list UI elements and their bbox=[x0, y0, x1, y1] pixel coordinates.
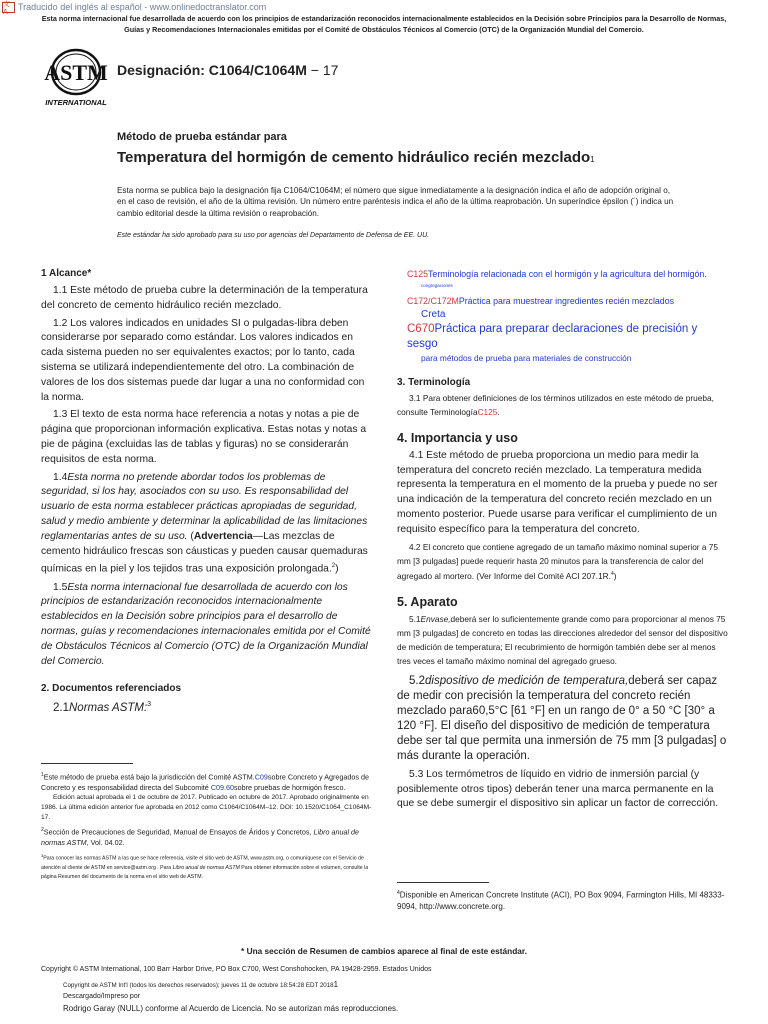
footnote-ref-3: 3 bbox=[147, 701, 152, 709]
title-text: Temperatura del hormigón de cemento hidráulico recién mezclado bbox=[117, 149, 591, 166]
right-column bbox=[397, 268, 729, 812]
copyright-line: Copyright © ASTM International, 100 Barr Harbor Drive, PO Box C700, West Conshohocken, PA 19428-2959. Estados Unidos bbox=[41, 966, 432, 973]
para-2-1 bbox=[41, 697, 374, 716]
para-4-2-end: ) bbox=[613, 571, 617, 582]
fn1-text-a: Este método de prueba está bajo la jurisdicción del Comité ASTM. bbox=[43, 772, 255, 782]
standard-kicker: Método de prueba estándar para bbox=[117, 131, 287, 143]
ref-c670-continuation[interactable]: para métodos de prueba para materiales de construcción bbox=[421, 353, 632, 363]
fn1-text-c: sobre pruebas de hormigón fresco. bbox=[234, 782, 346, 792]
page-title bbox=[117, 149, 595, 166]
fn1-text-b: sobre Concreto y Agregados de Concreto y es responsabilidad directa del Subcomité bbox=[41, 772, 370, 792]
footnote-rule-left bbox=[41, 763, 133, 764]
para-2-1-num: 2.1 bbox=[53, 702, 69, 715]
footnote-3 bbox=[41, 852, 374, 881]
section-3-heading: 3. Terminología bbox=[397, 377, 471, 388]
fn4-text: Disponible en American Concrete Institute (ACI), PO Box 9094, Farmington Hills, MI 48333-9094, http://www.concrete.org. bbox=[397, 890, 725, 911]
fn3-italic: Libro anual de normas ASTM bbox=[172, 864, 240, 871]
ref-c172 bbox=[397, 295, 729, 307]
designation-year: 17 bbox=[322, 62, 339, 78]
license-line-2: Descargado/Impreso por bbox=[63, 993, 141, 1000]
para-4-2-text: 4.2 El concreto que contiene agregado de un tamaño máximo nominal superior a 75 mm [3 pulgadas] puede requerir hasta 20 minutos para la transferencia de calor del agregado al mortero. (Ver Informe del Comité ACI 207.1R. bbox=[397, 541, 719, 582]
para-1-4-italic: Esta norma no pretende abordar todos los problemas de seguridad, si los hay, asociados con su uso. Es responsabilidad del usuario de esta norma establecer prácticas apropiadas de seguridad, salud y medio ambiente y determinar la aplicabilidad de las limitaciones reglamentarias antes de su uso. bbox=[41, 471, 368, 542]
fn1-mark: 1 bbox=[41, 772, 44, 778]
page-number: 1 bbox=[333, 980, 339, 989]
para-5-1 bbox=[397, 613, 729, 669]
para-1-1: 1.1 Este método de prueba cubre la determinación de la temperatura del concreto de cemento hidráulico recién mezclado. bbox=[41, 285, 368, 311]
license-line-1-text: Copyright de ASTM Int'l (todos los derechos reservados); jueves 11 de octubre 18:54:28 EDT 2018 bbox=[63, 982, 334, 989]
license-line-3: Rodrigo Garay (NULL) conforme al Acuerdo de Licencia. No se autorizan más reproducciones. bbox=[63, 1004, 399, 1013]
translator-banner[interactable] bbox=[0, 0, 266, 14]
para-1-4-rest: —Las mezclas de cemento hidráulico frescas son cáusticas y pueden causar quemaduras químicas en la piel y los tejidos tras una exposición prolongada. bbox=[41, 530, 368, 575]
footnote-ref-4: 4 bbox=[610, 571, 614, 578]
fn2-text-b: , Vol. 04.02. bbox=[86, 838, 125, 847]
license-line-1 bbox=[63, 979, 338, 991]
warning-label: Advertencia bbox=[193, 530, 253, 542]
fn2-text-a: Sección de Precauciones de Seguridad, Manual de Ensayos de Áridos y Concretos, bbox=[43, 827, 314, 837]
ref-c125 bbox=[397, 268, 729, 280]
fn4-mark: 4 bbox=[397, 890, 400, 896]
para-1-4-open: ( bbox=[187, 530, 194, 542]
para-3-1-text: 3.1 Para obtener definiciones de los términos utilizados en este método de prueba, consulte Terminología bbox=[397, 393, 714, 417]
section-5-heading: 5. Aparato bbox=[397, 595, 458, 610]
approval-note: Este estándar ha sido aprobado para su uso por agencias del Departamento de Defensa de EE. UU. bbox=[117, 232, 430, 239]
ref-c670-code[interactable]: C670 bbox=[407, 323, 435, 335]
terminology-c125-link[interactable]: C125 bbox=[477, 406, 498, 417]
ref-c172-code[interactable]: C172/C172M bbox=[407, 296, 459, 306]
para-1-4-close: ) bbox=[335, 563, 339, 575]
issue-note: Esta norma se publica bajo la designación fija C1064/C1064M; el número que sigue inmediatamente a la designación indica el año de adopción original o, en el caso de revisión, el año de la última revisión. Un número entre paréntesis indica el año de la última reaprobación. Un superíndice épsilon (´) indica un cambio editorial desde la última revisión o reaprobación. bbox=[117, 186, 674, 218]
footnote-1-edition: Edición actual aprobada el 1 de octubre de 2017. Publicado en octubre de 2017. Aprobado originalmente en 1986. La última edición anterior fue aprobada en 2012 como C1064/C1064M–12. DOI: 10.1520/C1064_C1064M-17. bbox=[41, 793, 372, 822]
para-1-4 bbox=[41, 471, 374, 578]
para-5-2-italic: dispositivo de medición de temperatura, bbox=[425, 674, 629, 687]
ref-c125-continuation[interactable]: congregaciones bbox=[421, 283, 453, 288]
fn3-mark: 3 bbox=[41, 853, 44, 859]
para-4-2 bbox=[397, 541, 729, 584]
section-1-heading: 1 Alcance* bbox=[41, 268, 92, 279]
fn2-mark: 2 bbox=[41, 827, 44, 834]
para-5-2-num: 5.2 bbox=[409, 674, 425, 687]
ref-c172-title[interactable]: Práctica para muestrear ingredientes recién mezclados bbox=[458, 296, 674, 306]
para-1-5 bbox=[41, 581, 374, 670]
para-3-1-end: . bbox=[497, 406, 500, 417]
designation-label: Designación: C1064/C1064M bbox=[117, 62, 307, 78]
ref-c670-title[interactable]: Práctica para preparar declaraciones de precisión y sesgo bbox=[407, 323, 698, 350]
para-1-3: 1.3 El texto de esta norma hace referencia a notas y notas a pie de página que proporcionan información explicativa. Estas notas y notas a pie de página (excluidas las de tablas y figuras) no se considerarán requisitos de esta norma. bbox=[41, 409, 367, 465]
footnote-2 bbox=[41, 825, 374, 848]
section-4-heading: 4. Importancia y uso bbox=[397, 430, 518, 445]
footnotes-left bbox=[41, 770, 374, 881]
para-3-1 bbox=[397, 392, 729, 420]
designation bbox=[117, 62, 338, 78]
section-2-heading: 2. Documentos referenciados bbox=[41, 683, 182, 695]
para-5-2-rest: deberá ser capaz de medir con precisión la temperatura del concreto recién mezclado para60,5°C [61 °F] en un rango de 0° a 50 °C [30° a 120 °F]. El diseño del dispositivo de medición de temperatura debe ser tal que permita una inmersión de 75 mm [3 pulgadas] o más durante la operación. bbox=[397, 674, 727, 762]
para-5-3: 5.3 Los termómetros de líquido en vidrio de inmersión parcial (y posiblemente otros tipos) deberán tener una marca permanente en la que se debe sumergir el dispositivo sin aplicar un factor de corrección. bbox=[397, 768, 719, 810]
wto-notice: Esta norma internacional fue desarrollada de acuerdo con los principios de estandarización reconocidos internacionalmente establecidos en la Decisión sobre Principios para la Desarrollo de Normas, Guías y Recomendaciones Internacionales emitidas por el Comité de Obstáculos Técnicos al Comercio (OTC) de la Organización Mundial del Comercio. bbox=[41, 14, 727, 34]
designation-sep: − bbox=[306, 62, 323, 78]
para-5-2 bbox=[397, 674, 729, 764]
ref-c125-title[interactable]: Terminología relacionada con el hormigón y la agricultura del hormigón. bbox=[428, 269, 707, 279]
translate-icon: 文A bbox=[2, 2, 15, 13]
ref-c125-code[interactable]: C125 bbox=[407, 269, 429, 279]
footnote-ref-2: 2 bbox=[331, 563, 336, 570]
astm-logo bbox=[42, 48, 110, 108]
title-footnote-mark: 1 bbox=[590, 155, 595, 164]
logo-caption: INTERNATIONAL bbox=[45, 98, 107, 107]
para-5-1-rest: deberá ser lo suficientemente grande como para proporcionar al menos 75 mm [3 pulgadas] de concreto en todas las direcciones alrededor del sensor del dispositivo de medición de temperatura; El recubrimiento de hormigón también debe ser al menos tres veces el tamaño máximo nominal del agregado grueso. bbox=[397, 614, 728, 666]
subcommittee-c0960-link[interactable]: C09.60 bbox=[210, 782, 234, 792]
footnote-1 bbox=[41, 770, 374, 793]
ref-c172-continuation[interactable]: Creta bbox=[421, 309, 446, 320]
para-1-5-italic: Esta norma internacional fue desarrollada de acuerdo con los principios de estandarización reconocidos internacionalmente establecidos en la Decisión sobre principios para el desarrollo de normas, guías y recomendaciones internacionales emitida por el Comité de Obstáculos Técnicos al Comercio (OTC) de la Organización Mundial del Comercio. bbox=[41, 581, 371, 667]
footnote-4 bbox=[397, 888, 729, 912]
fn2-italic: Libro anual de normas ASTM bbox=[41, 827, 360, 847]
summary-of-changes-note: * Una sección de Resumen de cambios aparece al final de este estándar. bbox=[241, 946, 527, 956]
para-1-5-num: 1.5 bbox=[53, 581, 68, 593]
para-5-1-num: 5.1 bbox=[409, 614, 421, 625]
translator-banner-text[interactable]: Traducido del inglés al español - www.onlinedoctranslator.com bbox=[18, 2, 267, 12]
fn3-text-b: Para obtener información sobre el volumen, consulte la página Resumen del documento de la norma en el sitio web de ASTM. bbox=[41, 864, 369, 880]
para-1-4-num: 1.4 bbox=[53, 471, 68, 483]
committee-c09-link[interactable]: C09 bbox=[254, 772, 268, 782]
footnote-rule-right bbox=[397, 882, 489, 883]
para-5-1-italic: Envase, bbox=[420, 614, 451, 625]
para-1-2: 1.2 Los valores indicados en unidades SI o pulgadas-libra deben considerarse por separado como estándar. Los valores indicados en cada sistema pueden no ser equivalentes exactos; por lo tanto, cada sistema se utilizará independientemente del otro. La combinación de valores de los dos sistemas puede dar lugar a una no conformidad con la norma. bbox=[41, 317, 365, 403]
logo-letters: ASTM bbox=[44, 60, 108, 85]
fn3-text-a: Para conocer las normas ASTM a las que se hace referencia, visite el sitio web de ASTM, www.astm.org, o comuníquese con el Servicio de atención al cliente de ASTM en service@astm.org . Para bbox=[41, 855, 364, 871]
para-2-1-italic: Normas ASTM: bbox=[69, 702, 148, 715]
left-column bbox=[41, 268, 374, 716]
para-4-1: 4.1 Este método de prueba proporciona un medio para medir la temperatura del concreto recién mezclado. La temperatura medida representa la temperatura en el momento de la prueba y puede no ser una indicación de la temperatura del concreto recién mezclado en un momento posterior. Puede usarse para verificar el cumplimiento de un requisito específico para la temperatura del concreto. bbox=[397, 449, 718, 535]
ref-c670 bbox=[397, 322, 729, 352]
